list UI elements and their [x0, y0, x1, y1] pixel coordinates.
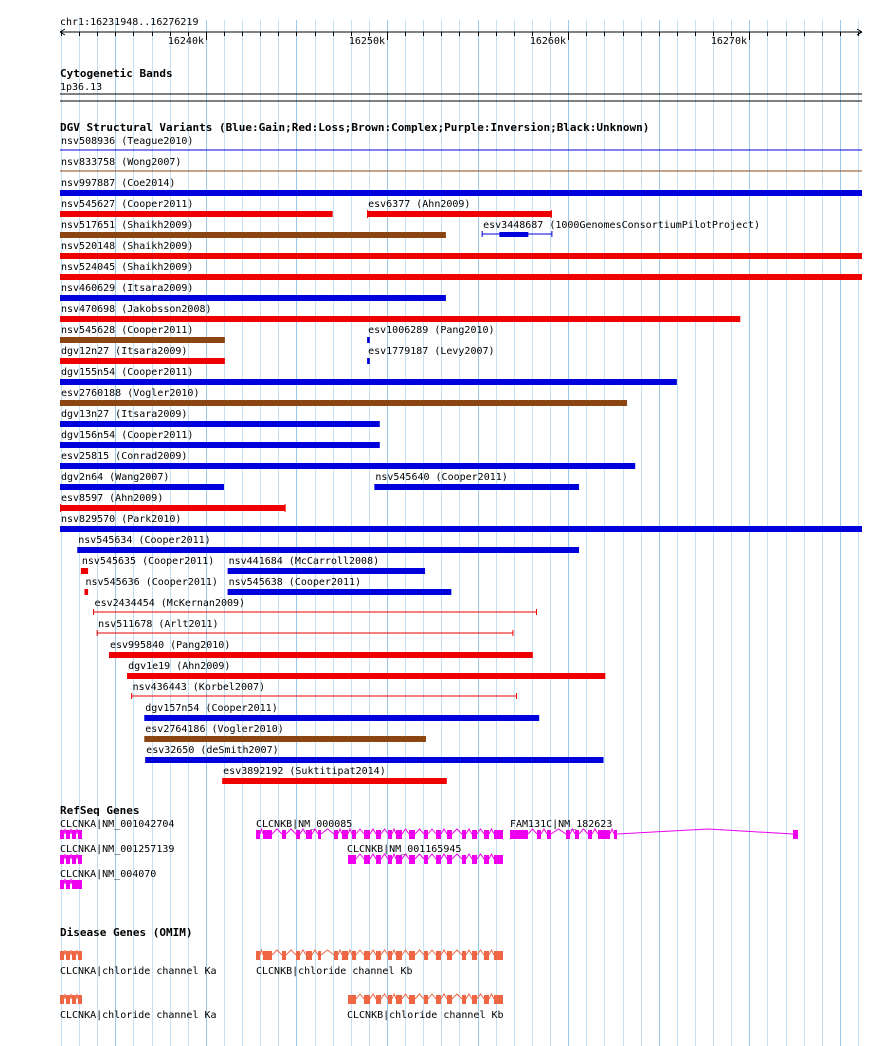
dgv-feature-label: esv8597 (Ahn2009) — [61, 493, 164, 504]
dgv-feature-label: esv995840 (Pang2010) — [109, 640, 231, 651]
gene-label: CLCNKA|NM_004070 — [60, 869, 157, 880]
dgv-feature-bar — [60, 400, 627, 406]
intron — [415, 994, 424, 999]
dgv-feature-label: dgv13n27 (Itsara2009) — [61, 409, 188, 420]
exon — [66, 880, 70, 889]
intron — [321, 950, 334, 955]
refseq-track-title: RefSeq Genes — [60, 804, 140, 817]
dgv-feature-label: dgv12n27 (Itsara2009) — [61, 346, 188, 357]
exon — [78, 951, 82, 960]
exon — [364, 995, 370, 1004]
gene-label: CLCNKB|NM_001165945 — [347, 844, 462, 855]
refseq-gene-clcnka-2[interactable] — [60, 854, 82, 864]
dgv-feature-bar — [374, 484, 579, 490]
exon — [66, 995, 70, 1004]
exon — [614, 830, 617, 839]
exon — [396, 995, 402, 1004]
dgv-feature[interactable] — [60, 409, 380, 427]
intron — [428, 829, 436, 834]
dgv-feature-bar — [145, 757, 603, 763]
intron — [489, 829, 494, 834]
dgv-feature[interactable] — [127, 661, 605, 679]
dgv-feature[interactable] — [109, 640, 533, 658]
ruler-track — [60, 17, 862, 47]
dgv-feature-label: esv25815 (Conrad2009) — [61, 451, 188, 462]
dgv-feature[interactable] — [60, 157, 862, 171]
exon — [342, 951, 348, 960]
refseq-gene-clcnka-1[interactable] — [60, 829, 82, 839]
exon — [424, 951, 428, 960]
exon — [376, 995, 381, 1004]
exon — [436, 995, 441, 1004]
exon — [566, 830, 570, 839]
exon — [484, 995, 489, 1004]
exon — [263, 830, 272, 839]
dgv-feature[interactable] — [60, 325, 225, 343]
dgv-feature-bar — [60, 463, 635, 469]
dgv-feature-label: dgv157n54 (Cooper2011) — [145, 703, 278, 714]
exon — [348, 995, 356, 1004]
omim-gene-clcnkb-2[interactable] — [348, 994, 503, 1004]
exon — [409, 995, 415, 1004]
dgv-feature[interactable] — [228, 577, 452, 595]
dgv-feature-bar — [222, 778, 447, 784]
exon — [364, 830, 370, 839]
dgv-feature-bar — [81, 568, 88, 574]
dgv-feature-bar — [60, 421, 380, 427]
exon — [494, 855, 503, 864]
exon — [537, 830, 541, 839]
gene-label: FAM131C|NM_182623 — [510, 819, 613, 830]
exon — [462, 830, 466, 839]
exon — [256, 951, 260, 960]
dgv-feature-bar — [60, 232, 446, 238]
intron — [338, 950, 342, 955]
omim-gene-clcnkb-1[interactable] — [256, 950, 503, 960]
exon — [334, 951, 338, 960]
dgv-feature[interactable] — [60, 367, 677, 385]
intron — [381, 994, 388, 999]
exon — [547, 830, 551, 839]
exon — [484, 951, 489, 960]
exon — [352, 951, 356, 960]
exon — [462, 995, 466, 1004]
dgv-feature-bar — [84, 589, 88, 595]
dgv-features — [60, 136, 862, 784]
exon — [66, 830, 70, 839]
dgv-feature-label: nsv520148 (Shaikh2009) — [61, 241, 194, 252]
exon — [409, 855, 415, 864]
dgv-feature-bar — [60, 316, 740, 322]
intron — [428, 950, 436, 955]
dgv-feature-bar — [228, 568, 425, 574]
intron — [356, 994, 364, 999]
exon — [793, 830, 798, 839]
intron — [466, 829, 472, 834]
dgv-feature-label: esv3892192 (Suktitipat2014) — [223, 766, 386, 777]
dgv-feature-label: nsv545638 (Cooper2011) — [228, 577, 362, 588]
cytoband-track-title: Cytogenetic Bands — [60, 67, 173, 80]
dgv-feature-bar — [228, 589, 452, 595]
intron — [76, 994, 78, 999]
intron — [286, 950, 296, 955]
exon — [447, 855, 452, 864]
dgv-feature-bar — [60, 211, 333, 217]
refseq-gene-clcnkb-2[interactable] — [348, 854, 503, 864]
exon — [388, 951, 392, 960]
dgv-feature-label: esv32650 (deSmith2007) — [146, 745, 279, 756]
dgv-feature[interactable] — [144, 703, 539, 721]
dgv-feature-label: nsv511678 (Arlt2011) — [98, 619, 219, 630]
exon — [494, 830, 503, 839]
dgv-feature-label: nsv545628 (Cooper2011) — [61, 325, 194, 336]
exon — [318, 951, 321, 960]
intron — [415, 829, 424, 834]
dgv-feature[interactable] — [60, 283, 446, 301]
intron — [392, 994, 396, 999]
exon — [472, 830, 477, 839]
exon — [447, 995, 452, 1004]
dgv-feature-label: nsv833758 (Wong2007) — [61, 157, 182, 168]
intron — [356, 829, 364, 834]
exon — [334, 830, 338, 839]
dgv-feature-label: nsv508936 (Teague2010) — [61, 136, 194, 147]
dgv-feature-label: esv6377 (Ahn2009) — [368, 199, 471, 210]
dgv-feature-label: esv2764186 (Vogler2010) — [145, 724, 284, 735]
gene-label: CLCNKA|chloride channel Ka — [60, 1010, 217, 1021]
exon — [598, 830, 610, 839]
dgv-feature-label: nsv436443 (Korbel2007) — [132, 682, 266, 693]
intron — [392, 829, 396, 834]
omim-track-title: Disease Genes (OMIM) — [60, 926, 193, 939]
dgv-feature[interactable] — [60, 346, 225, 364]
exon — [72, 855, 76, 864]
exon — [306, 830, 312, 839]
dgv-track-title: DGV Structural Variants (Blue:Gain;Red:Loss;Brown:Complex;Purple:Inversion;Black:Unknown) — [60, 121, 650, 134]
dgv-feature[interactable] — [132, 682, 517, 699]
dgv-feature-bar — [60, 295, 446, 301]
gene-label: CLCNKB|chloride channel Kb — [256, 966, 413, 977]
intron — [64, 950, 66, 955]
exon — [424, 995, 428, 1004]
exon — [424, 830, 428, 839]
omim-gene-clcnka-2[interactable] — [60, 994, 82, 1004]
exon — [72, 830, 76, 839]
exon — [282, 830, 286, 839]
dgv-feature-bar — [367, 358, 370, 364]
dgv-feature[interactable] — [60, 451, 635, 469]
ruler-tick-label: 16270k — [710, 36, 747, 47]
intron — [452, 950, 462, 955]
exon — [510, 830, 528, 839]
exon — [352, 830, 356, 839]
dgv-feature-label: dgv156n54 (Cooper2011) — [61, 430, 194, 441]
dgv-feature[interactable] — [60, 514, 862, 532]
intron — [272, 950, 282, 955]
intron — [466, 994, 472, 999]
dgv-feature-label: nsv517651 (Shaikh2009) — [61, 220, 194, 231]
exon — [472, 951, 477, 960]
dgv-feature-label: esv2434454 (McKernan2009) — [94, 598, 246, 609]
dgv-feature-bar — [60, 253, 862, 259]
exon — [376, 951, 381, 960]
dgv-feature-label: nsv545634 (Cooper2011) — [78, 535, 211, 546]
dgv-feature-label: esv2760188 (Vogler2010) — [61, 388, 200, 399]
refseq-gene-fam131c[interactable] — [510, 829, 798, 839]
exon — [472, 995, 477, 1004]
dgv-feature[interactable] — [60, 493, 286, 512]
exon — [376, 855, 381, 864]
exon — [72, 995, 76, 1004]
intron — [452, 829, 462, 834]
exon — [342, 830, 348, 839]
intron — [64, 994, 66, 999]
exon — [296, 830, 300, 839]
ruler-tick-label: 16260k — [529, 36, 566, 47]
dgv-feature-label: esv1006289 (Pang2010) — [368, 325, 495, 336]
dgv-feature[interactable] — [60, 241, 862, 259]
location-label: chr1:16231948..16276219 — [60, 17, 199, 28]
intron — [370, 829, 376, 834]
dgv-feature-label: nsv441684 (McCarroll2008) — [228, 556, 380, 567]
exon — [78, 995, 82, 1004]
intron — [370, 994, 376, 999]
intron — [381, 950, 388, 955]
exon — [424, 855, 428, 864]
refseq-gene-clcnkb-1[interactable] — [256, 829, 503, 839]
exon — [409, 951, 415, 960]
cytoband-label: 1p36.13 — [60, 82, 103, 93]
omim-gene-clcnka-1[interactable] — [60, 950, 82, 960]
dgv-feature-label: nsv460629 (Itsara2009) — [61, 283, 194, 294]
exon — [409, 830, 415, 839]
dgv-feature[interactable] — [60, 430, 380, 448]
exon — [396, 830, 402, 839]
gene-label: CLCNKA|NM_001042704 — [60, 819, 175, 830]
exon — [388, 830, 392, 839]
dgv-feature-label: dgv2n64 (Wang2007) — [61, 472, 170, 483]
exon — [484, 830, 489, 839]
exon — [462, 855, 466, 864]
exon — [436, 830, 441, 839]
dgv-feature[interactable] — [367, 346, 494, 364]
intron — [70, 994, 72, 999]
intron — [617, 829, 793, 834]
exon — [282, 951, 286, 960]
intron — [489, 994, 494, 999]
exon — [575, 830, 579, 839]
exon — [364, 951, 370, 960]
dgv-feature-label: nsv545640 (Cooper2011) — [375, 472, 508, 483]
dgv-feature[interactable] — [144, 724, 426, 742]
dgv-feature-bar — [60, 337, 225, 343]
dgv-feature-bar — [109, 652, 533, 658]
dgv-feature[interactable] — [367, 199, 552, 218]
dgv-feature[interactable] — [60, 199, 333, 217]
gene-label: CLCNKA|NM_001257139 — [60, 844, 175, 855]
dgv-feature-label: nsv997887 (Coe2014) — [61, 178, 176, 189]
exon — [72, 951, 76, 960]
dgv-feature[interactable] — [222, 766, 447, 784]
exon — [447, 830, 452, 839]
omim-track — [60, 926, 504, 1021]
dgv-feature-bar — [60, 274, 862, 280]
intron — [466, 854, 472, 859]
dgv-feature[interactable] — [367, 325, 494, 343]
exon — [436, 951, 441, 960]
exon — [348, 855, 356, 864]
exon — [60, 951, 64, 960]
dgv-feature[interactable] — [60, 136, 862, 150]
dgv-feature-bar — [60, 442, 380, 448]
dgv-feature-bar — [60, 190, 862, 196]
exon — [66, 855, 70, 864]
exon — [494, 951, 503, 960]
dgv-feature-bar — [367, 211, 552, 217]
gene-label: CLCNKB|chloride channel Kb — [347, 1010, 504, 1021]
exon — [588, 830, 592, 839]
dgv-feature-bar — [60, 484, 224, 490]
exon — [256, 830, 260, 839]
dgv-feature[interactable] — [374, 472, 579, 490]
dgv-feature-bar — [127, 673, 605, 679]
exon — [66, 951, 70, 960]
dgv-feature-label: nsv545627 (Cooper2011) — [61, 199, 194, 210]
exon — [447, 951, 452, 960]
dgv-feature-bar — [60, 379, 677, 385]
exon — [263, 951, 272, 960]
dgv-feature-bar — [60, 505, 286, 511]
exon — [376, 830, 381, 839]
dgv-feature[interactable] — [60, 262, 862, 280]
dgv-feature-label: nsv829570 (Park2010) — [61, 514, 182, 525]
ruler-tick-label: 16250k — [348, 36, 385, 47]
exon — [60, 880, 64, 889]
exon — [318, 830, 321, 839]
intron — [428, 994, 436, 999]
intron — [452, 994, 462, 999]
exon — [364, 855, 370, 864]
exon — [472, 855, 477, 864]
exon — [72, 880, 82, 889]
dgv-feature-label: dgv1e19 (Ahn2009) — [128, 661, 231, 672]
dgv-feature-bar — [60, 526, 862, 532]
exon — [60, 995, 64, 1004]
intron — [489, 950, 494, 955]
dgv-feature-bar — [367, 337, 370, 343]
intron — [370, 950, 376, 955]
cytoband-track — [60, 67, 862, 101]
exon — [494, 995, 503, 1004]
dgv-feature-block — [499, 232, 528, 237]
exon — [436, 855, 441, 864]
dgv-feature[interactable] — [145, 745, 603, 763]
dgv-feature[interactable] — [482, 220, 760, 237]
dgv-feature[interactable] — [60, 304, 740, 322]
dgv-track — [60, 121, 862, 784]
intron — [466, 950, 472, 955]
dgv-feature-bar — [144, 715, 539, 721]
intron — [300, 950, 306, 955]
dgv-feature-bar — [77, 547, 579, 553]
dgv-feature[interactable] — [77, 535, 579, 553]
exon — [78, 855, 82, 864]
dgv-feature-label: esv1779187 (Levy2007) — [368, 346, 495, 357]
exon — [484, 855, 489, 864]
dgv-feature[interactable] — [60, 220, 446, 238]
omim-genes — [60, 950, 504, 1021]
exon — [396, 951, 402, 960]
dgv-feature-label: nsv524045 (Shaikh2009) — [61, 262, 194, 273]
gene-label: CLCNKB|NM_000085 — [256, 819, 353, 830]
dgv-feature-bar — [144, 736, 426, 742]
exon — [296, 951, 300, 960]
dgv-feature[interactable] — [60, 178, 862, 196]
gene-label: CLCNKA|chloride channel Ka — [60, 966, 217, 977]
intron — [70, 950, 72, 955]
vertical-gridlines — [62, 20, 859, 1046]
dgv-feature[interactable] — [97, 619, 513, 636]
exon — [396, 855, 402, 864]
exon — [388, 995, 392, 1004]
dgv-feature-bar — [60, 358, 225, 364]
intron — [392, 950, 396, 955]
exon — [462, 951, 466, 960]
ruler-tick-label: 16240k — [167, 36, 204, 47]
dgv-feature[interactable] — [60, 388, 627, 406]
intron — [356, 950, 364, 955]
dgv-feature[interactable] — [228, 556, 425, 574]
exon — [78, 830, 82, 839]
dgv-feature[interactable] — [60, 472, 224, 490]
dgv-feature-label: nsv545635 (Cooper2011) — [81, 556, 215, 567]
exon — [306, 951, 312, 960]
exon — [60, 830, 64, 839]
exon — [60, 855, 64, 864]
intron — [76, 950, 78, 955]
dgv-feature[interactable] — [84, 577, 217, 595]
intron — [489, 854, 494, 859]
intron — [381, 829, 388, 834]
dgv-feature[interactable] — [81, 556, 214, 574]
dgv-feature-label: dgv155n54 (Cooper2011) — [61, 367, 194, 378]
exon — [388, 855, 392, 864]
dgv-feature-label: nsv470698 (Jakobsson2008) — [61, 304, 212, 315]
refseq-gene-clcnka-3[interactable] — [60, 879, 82, 889]
dgv-feature-label: esv3448687 (1000GenomesConsortiumPilotProject) — [483, 220, 761, 231]
intron — [415, 950, 424, 955]
dgv-feature-label: nsv545636 (Cooper2011) — [85, 577, 218, 588]
